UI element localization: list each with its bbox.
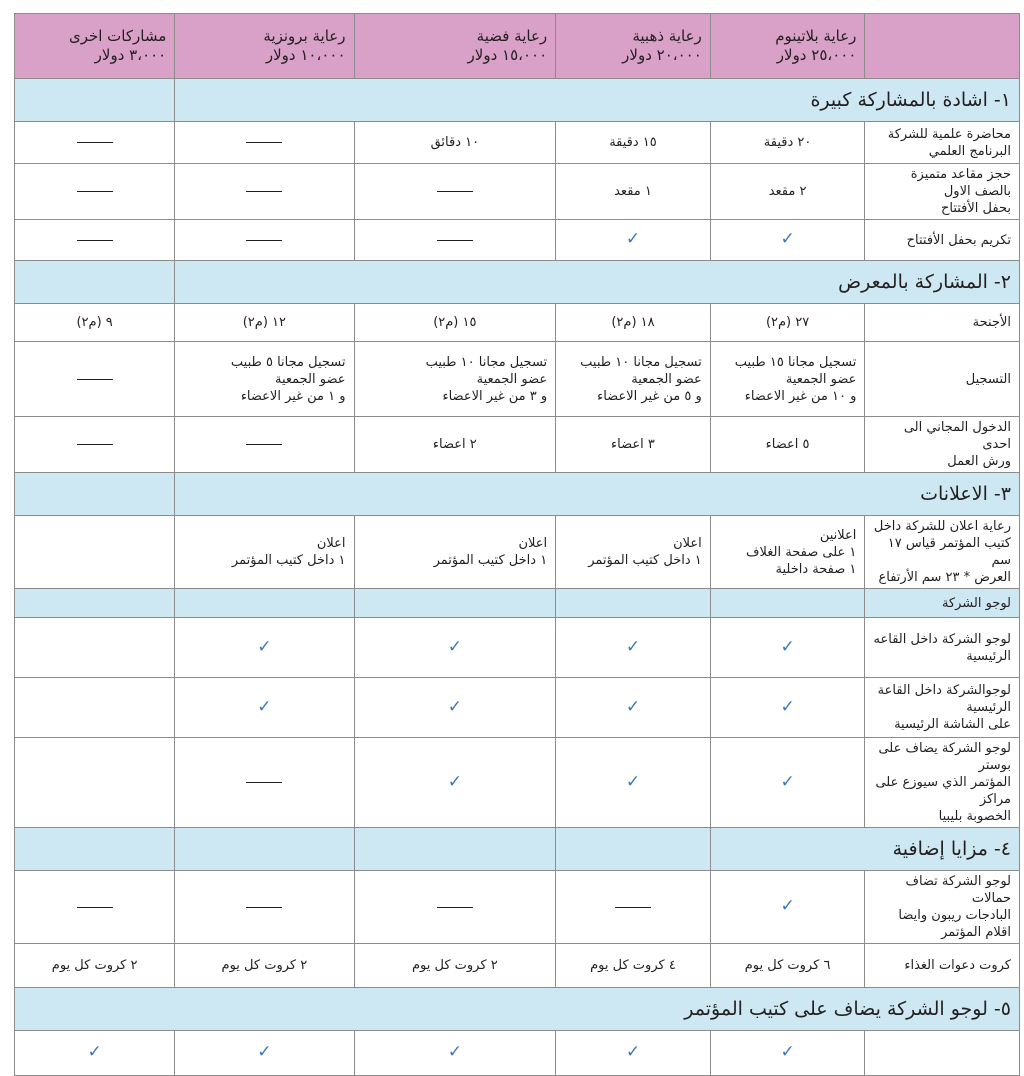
row-value-3	[175, 738, 354, 828]
tier-price: ١٠،٠٠٠ دولار	[265, 46, 346, 64]
subheader-label: لوجو الشركة	[865, 589, 1020, 618]
check-icon: ✓	[257, 636, 272, 657]
row-value-0: اعلانين ١ على صفحة الغلاف ١ صفحة داخلية	[710, 516, 865, 589]
table-row	[15, 871, 1020, 944]
tier-price: ٣،٠٠٠ دولار	[94, 46, 167, 64]
section-header-row	[15, 828, 1020, 871]
check-icon: ✓	[780, 896, 795, 916]
row-label	[865, 1031, 1020, 1076]
section-empty	[15, 79, 175, 122]
subheader-empty	[354, 589, 556, 618]
row-value-3	[175, 122, 354, 164]
row-value-4	[15, 342, 175, 417]
subheader-row	[15, 589, 1020, 618]
section-empty	[15, 828, 175, 871]
table-row	[15, 220, 1020, 261]
section-title: ٤- مزايا إضافية	[710, 828, 1019, 871]
section-empty	[15, 261, 175, 304]
sponsorship-table-container	[14, 13, 1020, 1062]
row-value-1	[556, 618, 711, 678]
row-value-2	[354, 738, 556, 828]
section-title: ٣- الاعلانات	[175, 473, 1020, 516]
row-value-3	[175, 417, 354, 473]
row-value-0	[710, 618, 865, 678]
check-icon: ✓	[447, 771, 462, 792]
dash-icon	[77, 379, 113, 380]
row-value-1	[556, 678, 711, 738]
row-label: لوجو الشركة يضاف على بوستر المؤتمر الذي سيوزع على مراكز الخصوبة بليبيا	[865, 738, 1020, 828]
row-value-0	[710, 678, 865, 738]
check-icon: ✓	[625, 229, 641, 249]
row-value-2: اعلان ١ داخل كتيب المؤتمر	[354, 516, 556, 589]
row-value-2: ١٠ دقائق	[354, 122, 556, 164]
check-icon: ✓	[780, 696, 795, 717]
row-label: لوجو الشركة داخل القاعه الرئيسية	[865, 618, 1020, 678]
section-header-row	[15, 473, 1020, 516]
subheader-empty	[175, 589, 354, 618]
row-value-1: ١٨ (م٢)	[556, 304, 711, 342]
row-value-2: ٢ كروت كل يوم	[354, 944, 556, 988]
row-value-0	[710, 738, 865, 828]
table-row	[15, 944, 1020, 988]
dash-icon	[246, 240, 282, 241]
row-label: لوجوالشركة داخل القاعة الرئيسية على الشاشة الرئيسية	[865, 678, 1020, 738]
row-label: لوجو الشركة تضاف حمالات البادجات ريبون وايضا اقلام المؤتمر	[865, 871, 1020, 944]
check-icon: ✓	[87, 1042, 102, 1062]
section-empty	[15, 473, 175, 516]
dash-icon	[437, 191, 473, 192]
row-value-3	[175, 220, 354, 261]
dash-icon	[246, 191, 282, 192]
check-icon: ✓	[625, 1042, 641, 1062]
header-label-cell	[865, 14, 1020, 79]
row-label: الدخول المجاني الى احدى ورش العمل	[865, 417, 1020, 473]
check-icon: ✓	[625, 696, 641, 717]
dash-icon	[246, 907, 282, 908]
dash-icon	[437, 907, 473, 908]
check-icon: ✓	[780, 1042, 795, 1062]
row-value-1	[556, 220, 711, 261]
table-row	[15, 618, 1020, 678]
row-value-2	[354, 678, 556, 738]
section-empty	[556, 828, 711, 871]
check-icon: ✓	[257, 1042, 272, 1062]
table-row	[15, 122, 1020, 164]
row-value-4	[15, 220, 175, 261]
row-value-4	[15, 678, 175, 738]
row-value-2: تسجيل مجانا ١٠ طبيب عضو الجمعية و ٣ من غير الاعضاء	[354, 342, 556, 417]
tier-name: رعاية ذهبية	[632, 27, 702, 45]
section-header-row	[15, 79, 1020, 122]
row-value-3	[175, 678, 354, 738]
tier-name: رعاية برونزية	[263, 27, 346, 45]
row-value-0: ٢ مقعد	[710, 164, 865, 220]
tier-name: رعاية بلاتينوم	[775, 27, 857, 45]
tier-header-4	[15, 14, 175, 79]
check-icon: ✓	[625, 636, 641, 657]
check-icon: ✓	[780, 636, 795, 657]
row-value-3: ١٢ (م٢)	[175, 304, 354, 342]
row-value-2: ١٥ (م٢)	[354, 304, 556, 342]
tier-header-1	[556, 14, 711, 79]
row-value-3: اعلان ١ داخل كتيب المؤتمر	[175, 516, 354, 589]
row-label: حجز مقاعد متميزة بالصف الاول بحفل الأفتتاح	[865, 164, 1020, 220]
dash-icon	[77, 191, 113, 192]
row-value-2: ٢ اعضاء	[354, 417, 556, 473]
row-value-1	[556, 1031, 711, 1076]
sponsorship-table	[14, 13, 1020, 1076]
table-row	[15, 678, 1020, 738]
row-value-3: ٢ كروت كل يوم	[175, 944, 354, 988]
row-value-3	[175, 871, 354, 944]
section-header-row	[15, 261, 1020, 304]
section-empty	[175, 828, 354, 871]
tier-header-3	[175, 14, 354, 79]
row-value-4	[15, 417, 175, 473]
row-value-3	[175, 618, 354, 678]
dash-icon	[77, 240, 113, 241]
row-label: رعاية اعلان للشركة داخل كتيب المؤتمر قياس ١٧ سم العرض * ٢٣ سم الأرتفاع	[865, 516, 1020, 589]
tier-price: ١٥،٠٠٠ دولار	[467, 46, 548, 64]
row-value-0: ٢٧ (م٢)	[710, 304, 865, 342]
row-value-4	[15, 164, 175, 220]
row-value-0	[710, 871, 865, 944]
row-value-1	[556, 738, 711, 828]
row-value-2	[354, 220, 556, 261]
row-value-4	[15, 122, 175, 164]
tier-price: ٢٠،٠٠٠ دولار	[622, 46, 702, 64]
row-value-3: تسجيل مجانا ٥ طبيب عضو الجمعية و ١ من غير الاعضاء	[175, 342, 354, 417]
dash-icon	[615, 907, 651, 908]
check-icon: ✓	[447, 696, 462, 717]
dash-icon	[246, 782, 282, 783]
tier-header-2	[354, 14, 556, 79]
dash-icon	[437, 240, 473, 241]
row-value-4	[15, 1031, 175, 1076]
check-icon: ✓	[625, 771, 641, 792]
dash-icon	[77, 444, 113, 445]
row-value-1: اعلان ١ داخل كتيب المؤتمر	[556, 516, 711, 589]
tier-name: رعاية فضية	[476, 27, 548, 45]
section-empty	[354, 828, 556, 871]
row-value-2	[354, 871, 556, 944]
row-value-4: ٢ كروت كل يوم	[15, 944, 175, 988]
check-icon: ✓	[780, 771, 795, 792]
row-value-0: ٦ كروت كل يوم	[710, 944, 865, 988]
table-row	[15, 516, 1020, 589]
row-label: التسجيل	[865, 342, 1020, 417]
table-row	[15, 164, 1020, 220]
row-value-0	[710, 220, 865, 261]
dash-icon	[246, 444, 282, 445]
subheader-empty	[710, 589, 865, 618]
table-row	[15, 417, 1020, 473]
dash-icon	[77, 907, 113, 908]
table-row	[15, 342, 1020, 417]
table-row	[15, 304, 1020, 342]
row-value-4: ٩ (م٢)	[15, 304, 175, 342]
section-title: ٥- لوجو الشركة يضاف على كتيب المؤتمر	[15, 988, 1020, 1031]
section-title: ١- اشادة بالمشاركة كبيرة	[175, 79, 1020, 122]
section-title: ٢- المشاركة بالمعرض	[175, 261, 1020, 304]
row-value-2	[354, 164, 556, 220]
tier-header-0	[710, 14, 865, 79]
row-label: تكريم بحفل الأفتتاح	[865, 220, 1020, 261]
row-value-0: ٢٠ دقيقة	[710, 122, 865, 164]
row-value-4	[15, 516, 175, 589]
check-icon: ✓	[780, 229, 795, 249]
row-value-0: تسجيل مجانا ١٥ طبيب عضو الجمعية و ١٠ من غير الاعضاء	[710, 342, 865, 417]
tier-price: ٢٥،٠٠٠ دولار	[776, 46, 857, 64]
check-icon: ✓	[257, 696, 272, 717]
row-label: محاضرة علمية للشركة البرنامج العلمي	[865, 122, 1020, 164]
row-value-4	[15, 618, 175, 678]
subheader-empty	[15, 589, 175, 618]
row-value-1: ١٥ دقيقة	[556, 122, 711, 164]
row-value-2	[354, 618, 556, 678]
tier-name: مشاركات اخرى	[68, 27, 167, 45]
row-label: الأجنحة	[865, 304, 1020, 342]
header-row	[15, 14, 1020, 79]
dash-icon	[246, 142, 282, 143]
row-label: كروت دعوات الغذاء	[865, 944, 1020, 988]
row-value-0	[710, 1031, 865, 1076]
section-header-row	[15, 988, 1020, 1031]
subheader-empty	[556, 589, 711, 618]
row-value-1: ٣ اعضاء	[556, 417, 711, 473]
check-icon: ✓	[447, 1042, 462, 1062]
row-value-3	[175, 1031, 354, 1076]
table-row	[15, 1031, 1020, 1076]
row-value-0: ٥ اعضاء	[710, 417, 865, 473]
row-value-3	[175, 164, 354, 220]
dash-icon	[77, 142, 113, 143]
table-row	[15, 738, 1020, 828]
check-icon: ✓	[447, 636, 462, 657]
row-value-4	[15, 738, 175, 828]
row-value-4	[15, 871, 175, 944]
row-value-1: تسجيل مجانا ١٠ طبيب عضو الجمعية و ٥ من غير الاعضاء	[556, 342, 711, 417]
row-value-2	[354, 1031, 556, 1076]
row-value-1: ١ مقعد	[556, 164, 711, 220]
row-value-1	[556, 871, 711, 944]
row-value-1: ٤ كروت كل يوم	[556, 944, 711, 988]
table-body	[15, 14, 1020, 1076]
